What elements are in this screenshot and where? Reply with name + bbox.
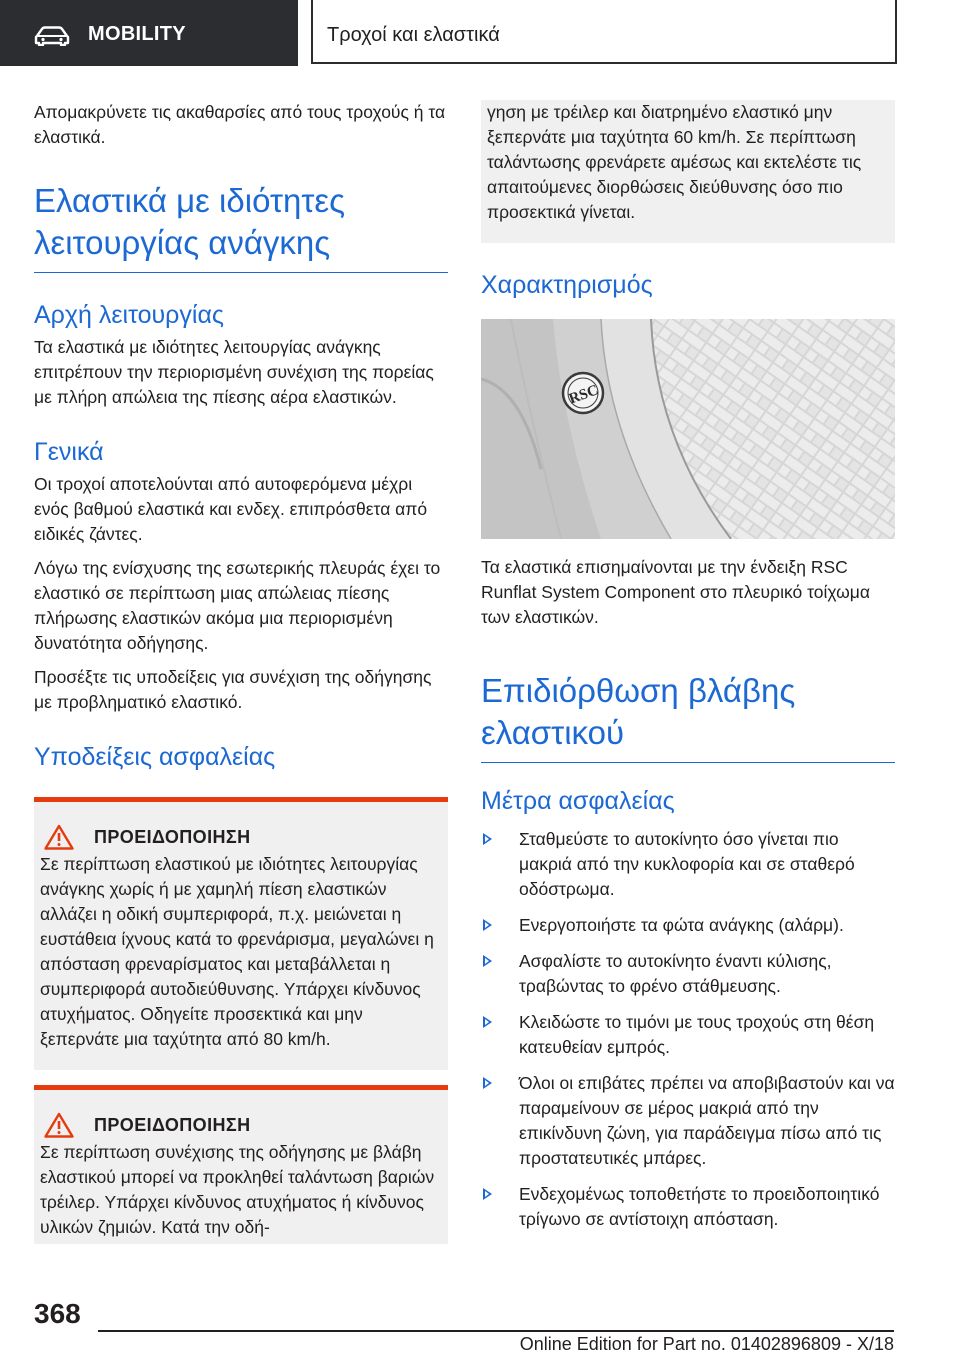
triangle-bullet-icon (483, 1188, 492, 1200)
car-icon (34, 26, 70, 46)
triangle-bullet-icon (483, 1077, 492, 1089)
list-item: Όλοι οι επιβάτες πρέπει να αποβιβαστούν και να παραμείνουν σε μέρος μακριά από την επικίνδυνη ζώνη, για παράδειγμα πίσω από τις προστατευτικές μπάρες. (481, 1071, 895, 1171)
heading-principle: Αρχή λειτουργίας (34, 301, 224, 329)
edition-text: Online Edition for Part no. 01402896809 - X/18 (519, 1334, 894, 1354)
principle-text: Τα ελαστικά με ιδιότητες λειτουργίας ανάγκης επιτρέπουν την περιορισμένη συνέχιση της πορείας με πλήρη απώλεια της πίεσης αέρα ελαστικών. (34, 337, 434, 407)
section-box (311, 0, 897, 64)
general-text-3: Προσέξτε τις υποδείξεις για συνέχιση της οδήγησης με προβληματικό ελαστικό. (34, 667, 432, 712)
page-header (0, 0, 960, 66)
triangle-bullet-icon (483, 919, 492, 931)
marking-text: Τα ελαστικά επισημαίνονται με την ένδειξη RSC Runflat System Component στο πλευρικό τοίχωμα των ελαστικών. (481, 557, 870, 627)
list-item: Ασφαλίστε το αυτοκίνητο έναντι κύλισης, τραβώντας το φρένο στάθμευσης. (481, 949, 895, 999)
warning-box-2-continued (481, 100, 895, 243)
warning-text: Σε περίπτωση συνέχισης της οδήγησης με βλάβη ελαστικού μπορεί να προκληθεί ταλάντωση βαριών τρέιλερ. Υπάρχει κίνδυνος ατυχήματος ή κίνδυνος υλικών ζημιών. Κατά την οδή- (40, 1142, 435, 1237)
rsc-logo-text: RSC (566, 382, 601, 408)
warning-text-continued: γηση με τρέιλερ και διατρημένο ελαστικό μην ξεπερνάτε μια ταχύτητα 60 km/h. Σε περίπτωση ταλάντωσης φρενάρετε αμέσως και εκτελέστε τις απαιτούμενες διορθώσεις διεύθυνσης όσο πιο προσεκτικά γίνεται. (487, 102, 862, 222)
warning-box-2 (34, 1085, 448, 1244)
page-number: 368 (34, 1298, 81, 1329)
chapter-label: MOBILITY (88, 23, 186, 45)
heading-safety-measures: Μέτρα ασφαλείας (481, 787, 675, 815)
page-footer (0, 1290, 960, 1362)
heading-safety-notes: Υποδείξεις ασφαλείας (34, 743, 276, 771)
list-item: Ενδεχομένως τοποθετήστε το προειδοποιητικό τρίγωνο σε αντίστοιχη απόσταση. (481, 1182, 895, 1232)
heading-general: Γενικά (34, 438, 104, 466)
triangle-bullet-icon (483, 1016, 492, 1028)
heading-marking: Χαρακτηρισμός (481, 271, 653, 299)
warning-title: ΠΡΟΕΙΔΟΠΟΙΗΣΗ (94, 1114, 251, 1135)
warning-box-1 (34, 797, 448, 1070)
rsc-tire-illustration (481, 319, 895, 539)
list-item: Κλειδώστε το τιμόνι με τους τροχούς στη θέση κατευθείαν εμπρός. (481, 1010, 895, 1060)
warning-text: Σε περίπτωση ελαστικού με ιδιότητες λειτουργίας ανάγκης χωρίς ή με χαμηλή πίεση ελαστικών αλλάζει η οδική συμπεριφορά, π.χ. μειώνεται η ευστάθεια ίχνους κατά το φρενάρισμα, μεγαλώνει η απόσταση φρεναρίσματος και μεταβάλλεται η συμπεριφορά αυτοδιεύθυνσης. Υπάρχει κίνδυνος ατυχήματος. Οδηγείτε προσεκτικά και μην ξεπερνάτε μια ταχύτητα από 80 km/h. (40, 854, 434, 1049)
footer-divider (98, 1330, 894, 1332)
safety-steps-list (481, 827, 895, 1232)
general-text-1: Οι τροχοί αποτελούνται από αυτοφερόμενα μέχρι ενός βαθμού ελαστικά και ενδεχ. επιπρόσθετα από ειδικές ζάντες. (34, 474, 428, 544)
warning-triangle-icon (44, 824, 74, 850)
list-item: Σταθμεύστε το αυτοκίνητο όσο γίνεται πιο μακριά από την κυκλοφορία και σε σταθερό οδόστρωμα. (481, 827, 895, 902)
intro-text: Απομακρύνετε τις ακαθαρσίες από τους τροχούς ή τα ελαστικά. (34, 102, 446, 147)
chapter-tab (0, 0, 298, 66)
warning-title: ΠΡΟΕΙΔΟΠΟΙΗΣΗ (94, 826, 251, 847)
left-column (34, 100, 448, 1244)
general-text-2: Λόγω της ενίσχυσης της εσωτερικής πλευράς έχει το ελαστικό σε περίπτωση μιας απώλειας πίεσης πλήρωσης ελαστικών ακόμα μια περιορισμένη δυνατότητα οδήγησης. (34, 558, 441, 653)
triangle-bullet-icon (483, 833, 492, 845)
section-title: Τροχοί και ελαστικά (327, 24, 500, 46)
triangle-bullet-icon (483, 955, 492, 967)
warning-triangle-icon (44, 1112, 74, 1138)
heading-runflat: Ελαστικά με ιδιότητες λειτουργίας ανάγκης (34, 180, 448, 273)
list-item: Ενεργοποιήστε τα φώτα ανάγκης (αλάρμ). (481, 913, 895, 938)
right-column (481, 100, 895, 1243)
heading-tire-repair: Επιδιόρθωση βλάβης ελαστικού (481, 670, 895, 763)
